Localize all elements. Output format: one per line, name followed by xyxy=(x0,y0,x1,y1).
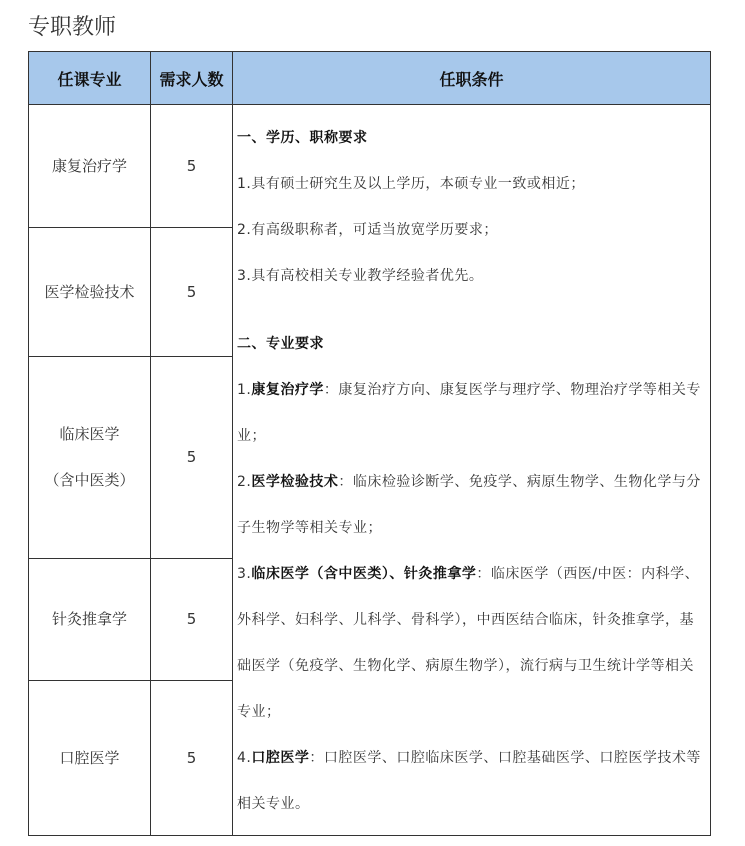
table-header-row xyxy=(29,52,711,105)
count-cell: 5 xyxy=(151,681,233,836)
major-detail: ：康复治疗方向、康复医学与理疗学、物理治疗学等相关专业； xyxy=(237,382,701,444)
course-line: （含中医类） xyxy=(44,471,135,490)
course-line: 临床医学 xyxy=(59,425,120,444)
major-name: 医学检验技术 xyxy=(251,474,339,490)
requirement-item: 3.具有高校相关专业教学经验者优先。 xyxy=(237,268,484,284)
count-cell: 5 xyxy=(151,356,233,558)
spacer xyxy=(237,299,708,321)
page-title: 专职教师 xyxy=(28,15,117,40)
course-cell: 针灸推拿学 xyxy=(29,558,151,680)
course-cell xyxy=(29,356,151,558)
major-requirement-item xyxy=(237,459,708,551)
item-number: 3. xyxy=(237,566,252,582)
major-requirement-item xyxy=(237,735,708,827)
course-cell: 口腔医学 xyxy=(29,681,151,836)
course-cell: 康复治疗学 xyxy=(29,105,151,228)
requirement-item: 2.有高级职称者，可适当放宽学历要求； xyxy=(237,222,498,238)
header-count: 需求人数 xyxy=(151,52,233,105)
major-detail: ：临床医学（西医/中医：内科学、外科学、妇科学、儿科学、骨科学），中西医结合临床，针灸推拿学，基础医学（免疫学、生物化学、病原生物学），流行病与卫生统计学等相关专业； xyxy=(237,566,700,720)
faculty-requirements-table xyxy=(28,51,711,836)
item-number: 2. xyxy=(237,474,252,490)
major-detail: ：临床检验诊断学、免疫学、病原生物学、生物化学与分子生物学等相关专业； xyxy=(237,474,701,536)
major-requirement-item xyxy=(237,551,708,735)
count-cell: 5 xyxy=(151,228,233,356)
major-requirement-item xyxy=(237,367,708,459)
section-title: 二、专业要求 xyxy=(237,336,324,352)
table-row xyxy=(29,105,711,228)
header-course: 任课专业 xyxy=(29,52,151,105)
major-name: 临床医学（含中医类）、针灸推拿学 xyxy=(251,566,477,582)
requirement-item: 1.具有硕士研究生及以上学历，本硕专业一致或相近； xyxy=(237,176,585,192)
major-detail: ：口腔医学、口腔临床医学、口腔基础医学、口腔医学技术等相关专业。 xyxy=(237,750,701,812)
item-number: 1. xyxy=(237,382,252,398)
count-cell: 5 xyxy=(151,105,233,228)
major-name: 口腔医学 xyxy=(251,750,310,766)
section-title: 一、学历、职称要求 xyxy=(237,130,368,146)
major-name: 康复治疗学 xyxy=(251,382,324,398)
course-cell: 医学检验技术 xyxy=(29,228,151,356)
conditions-cell xyxy=(233,105,711,836)
header-conditions: 任职条件 xyxy=(233,52,711,105)
item-number: 4. xyxy=(237,750,252,766)
count-cell: 5 xyxy=(151,558,233,680)
